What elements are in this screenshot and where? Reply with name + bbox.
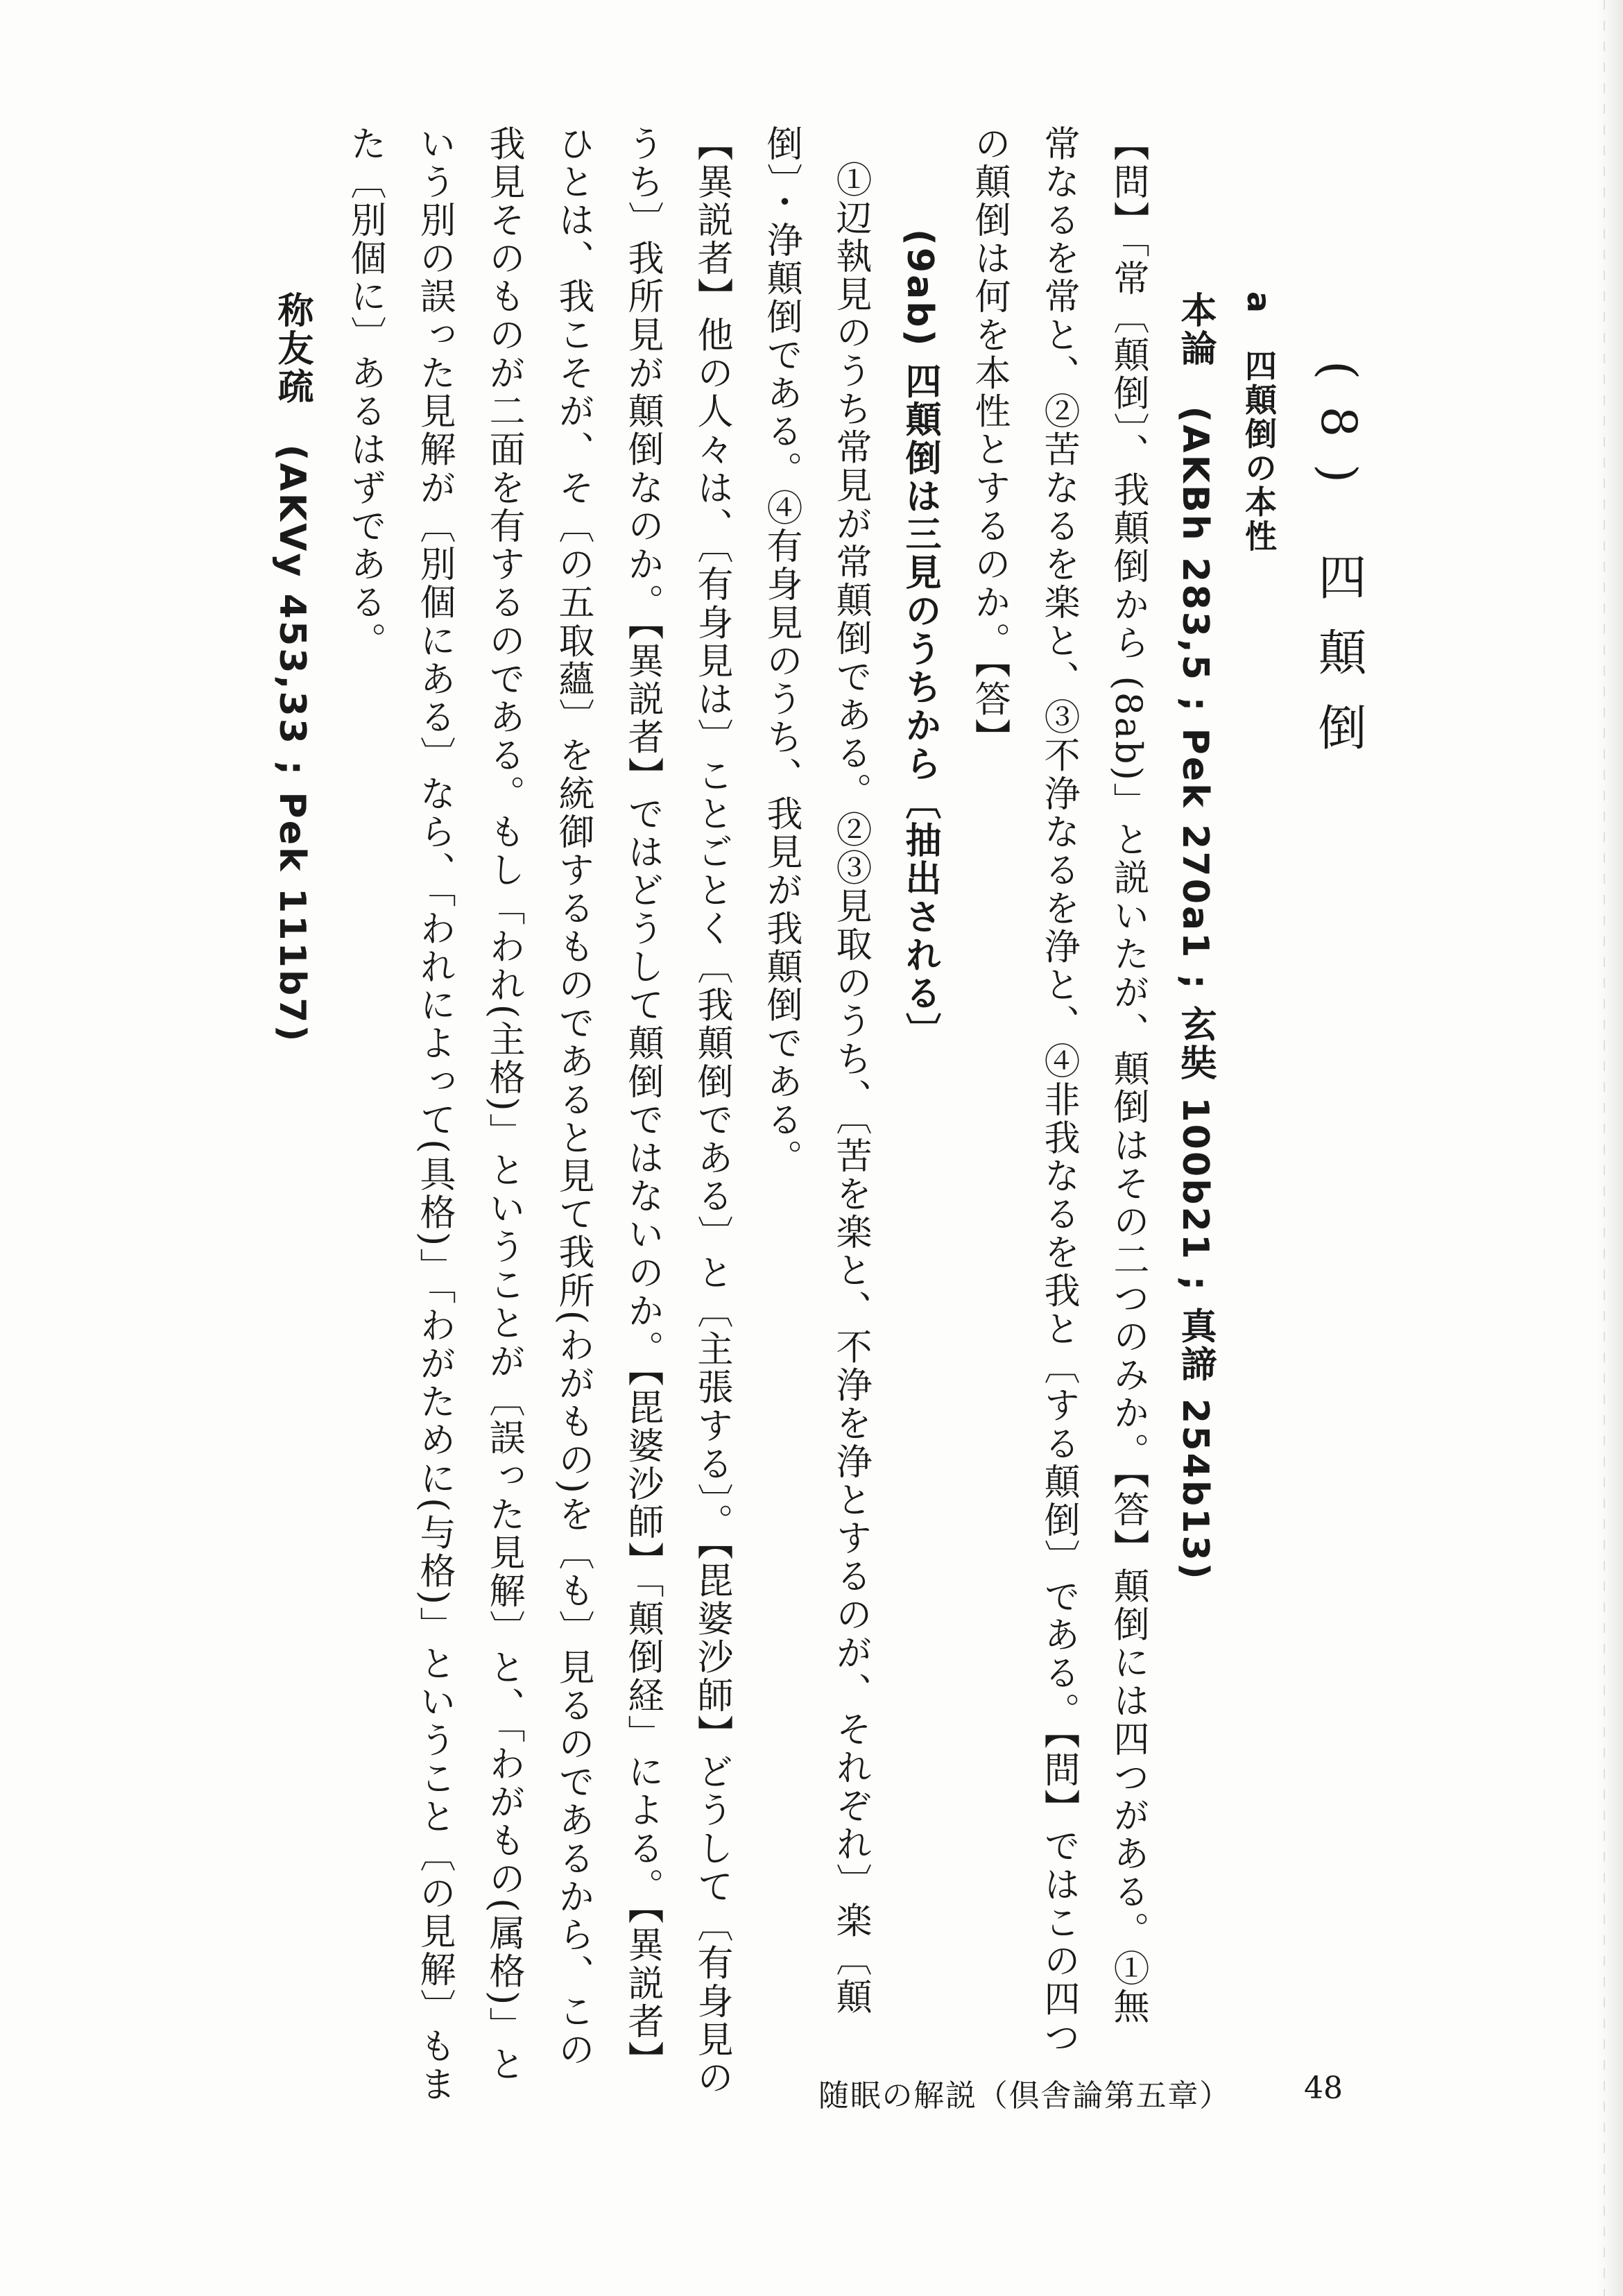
explanation-line: ①辺執見のうち常見が常顛倒である。②③見取のうち、〔苦を楽と、不浄を浄とするのが、それぞれ〕楽〔顛 bbox=[830, 161, 871, 2016]
explanation-line: 倒〕・浄顛倒である。④有身見のうち、我見が我顛倒である。 bbox=[760, 125, 802, 1178]
page-number: 48 bbox=[1304, 2071, 1343, 2106]
scan-edge-line bbox=[1604, 0, 1605, 2296]
explanation-line: うち〕我所見が顛倒なのか。【異説者】ではどうして顛倒ではないのか。【毘婆沙師】「顛倒経」による。【異説者】 bbox=[621, 125, 663, 2080]
explanation-line: た〔別個に〕あるはずである。 bbox=[344, 125, 386, 660]
main-text-line: 【問】「常〔顛倒〕、我顛倒から (8ab)」と説いたが、顛倒はその二つのみか。【答】顛倒には四つがある。①無 bbox=[1107, 125, 1149, 2026]
verse-line: (9ab) 四顛倒は三見のうちから〔抽出される〕 bbox=[899, 229, 941, 1052]
explanation-line: ひとは、我こそが、そ〔の五取蘊〕を統御するものであると見て我所(わがもの)を〔も〕見るのであるから、この bbox=[552, 125, 594, 2069]
section-title: (8) 四顛倒 bbox=[1310, 361, 1367, 778]
commentary-source bbox=[226, 125, 330, 2095]
running-title: 随眠の解説（倶舎論第五章） bbox=[818, 2078, 1231, 2114]
main-text-source-text: 本論 (AKBh 283,5 ; Pek 270a1 ; 玄奘 100b21 ; 真諦 254b13) bbox=[1174, 291, 1216, 1582]
scan-edge bbox=[1597, 0, 1623, 2296]
main-text-line: 常なるを常と、②苦なるを楽と、③不浄なるを浄と、④非我なるを我と〔する顛倒〕である。【問】ではこの四つ bbox=[1038, 125, 1079, 2057]
main-text-source bbox=[1162, 125, 1228, 2095]
explanation-line: 我見そのものが二面を有するのである。もし「われ(主格)」ということが〔誤った見解〕と、「わがもの(属格)」と bbox=[483, 125, 524, 2084]
subsection-label: a 四顛倒の本性 bbox=[1240, 291, 1278, 554]
explanation-line: 【異説者】他の人々は、〔有身見は〕ことごとく〔我顛倒である〕と〔主張する〕。【毘婆沙師】どうして〔有身見の bbox=[691, 125, 732, 2098]
explanation-line: いう別の誤った見解が〔別個にある〕なら、「われによって(具格)」「わがために(与格)」ということ〔の見解〕もま bbox=[413, 125, 455, 2104]
commentary-source-text: 称友疏 (AKVy 453,33 ; Pek 111b7) bbox=[271, 291, 313, 1044]
main-text-line: の顛倒は何を本性とするのか。【答】 bbox=[968, 125, 1010, 757]
